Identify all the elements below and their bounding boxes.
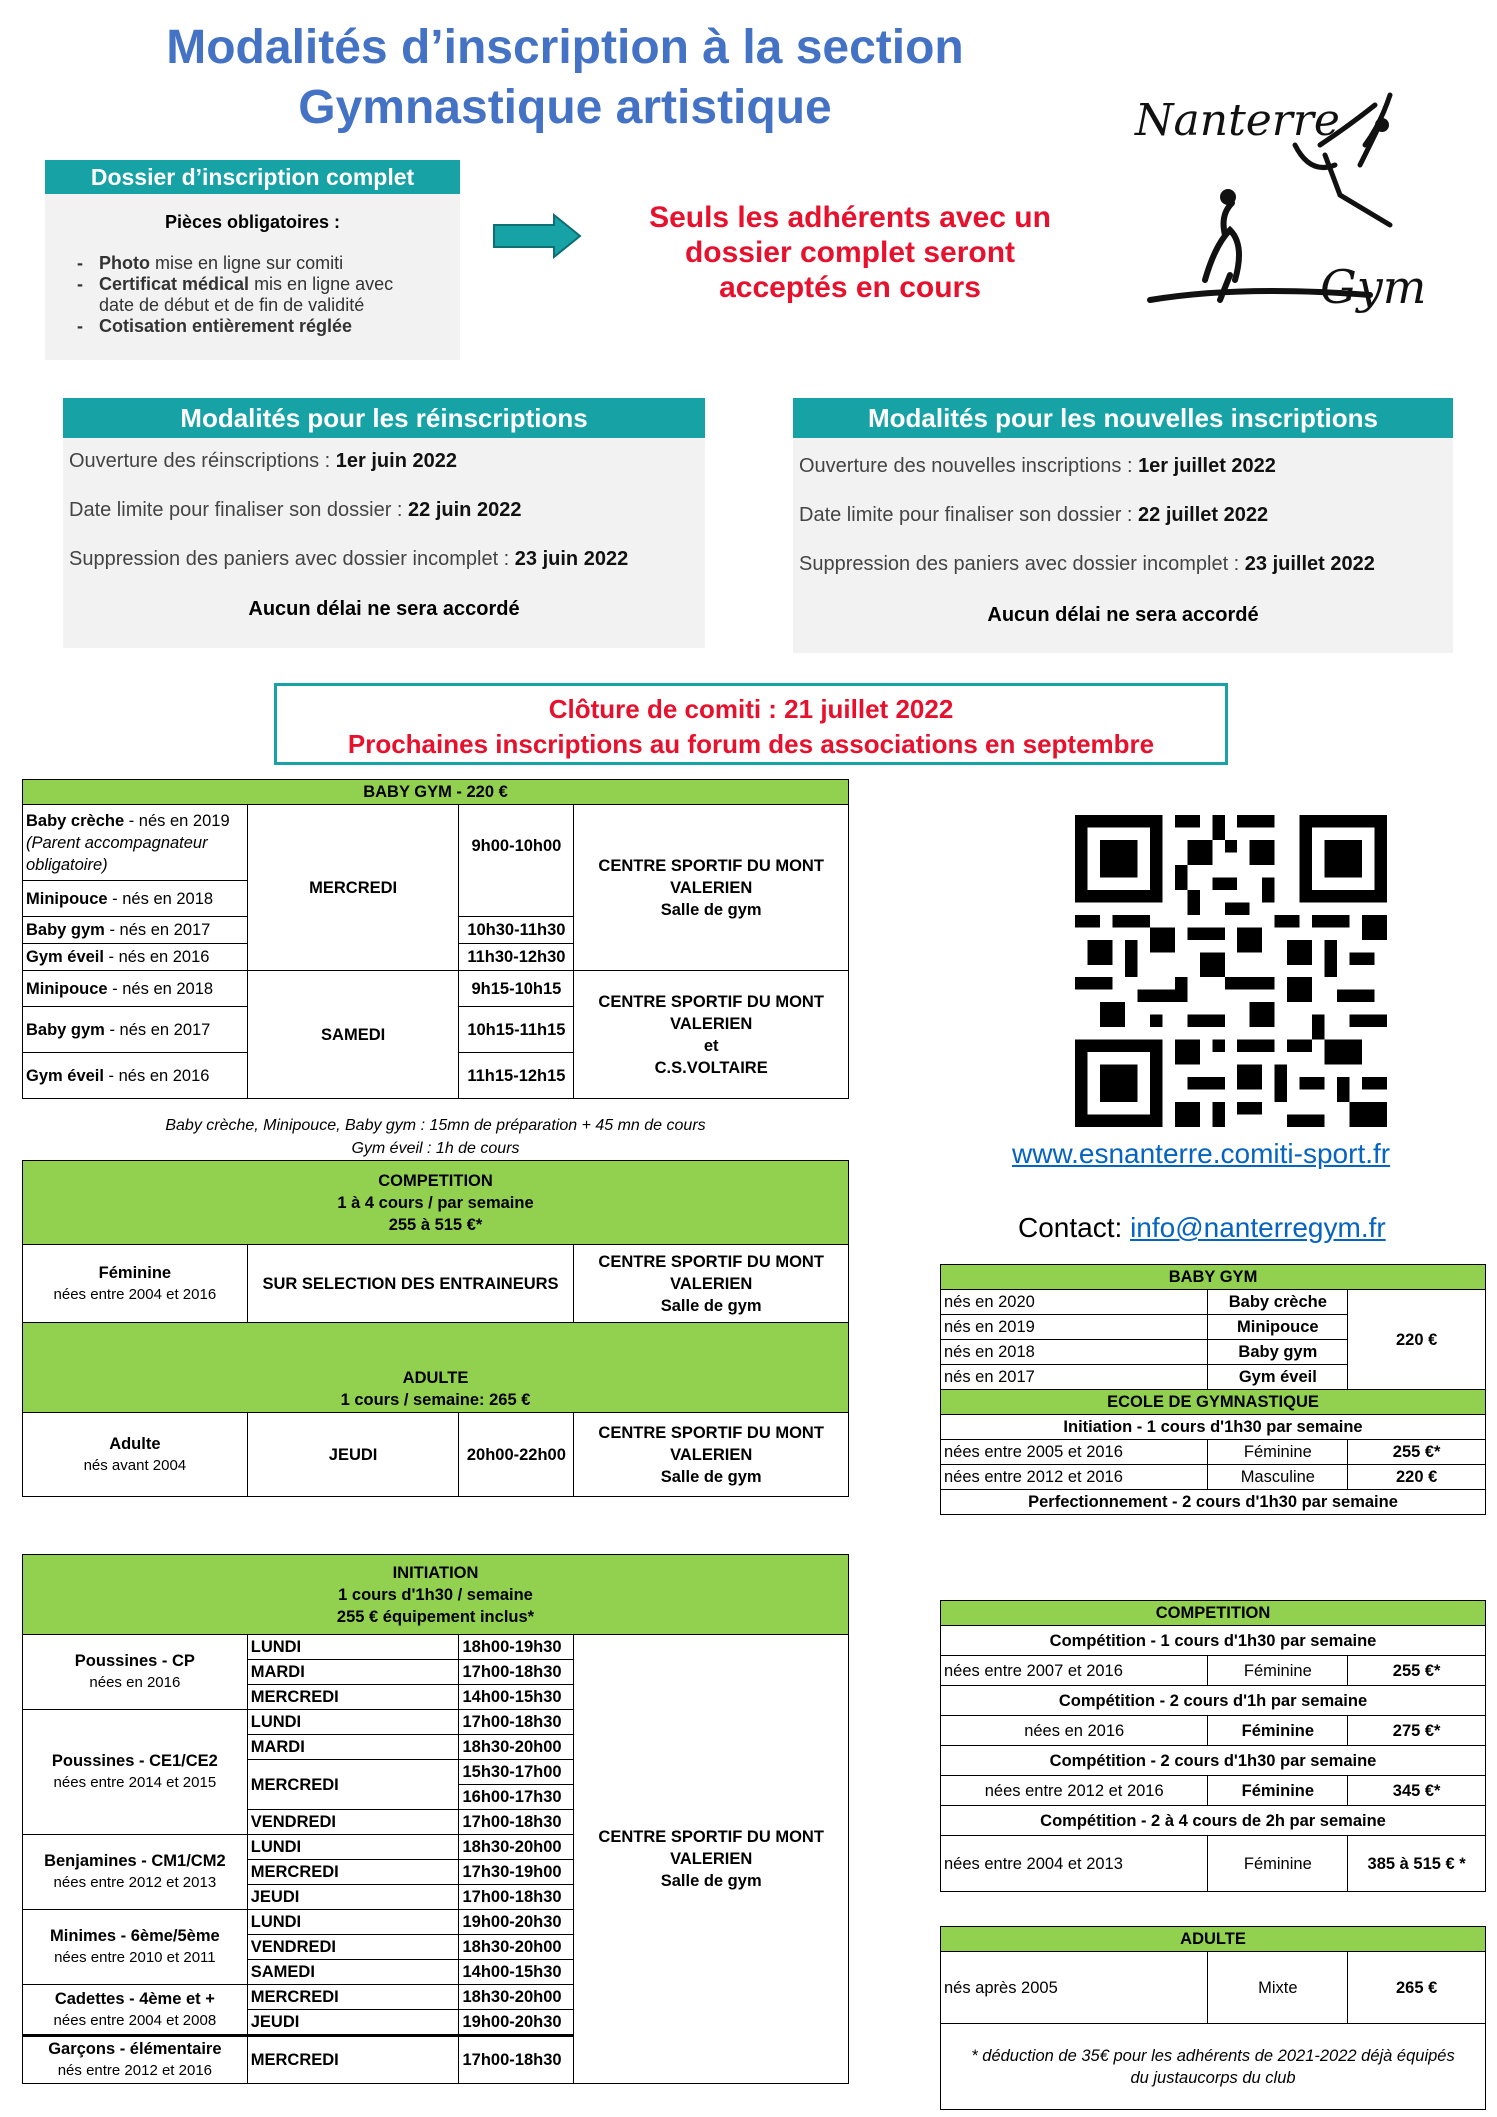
table-cell: 11h30-12h30 bbox=[459, 944, 574, 971]
table-header: ADULTE 1 cours / semaine: 265 € bbox=[23, 1323, 849, 1413]
table-cell: nées entre 2012 et 2016 bbox=[941, 1465, 1208, 1490]
table-cell: 255 €* bbox=[1348, 1440, 1486, 1465]
table-cell: Baby gym - nés en 2017 bbox=[23, 917, 248, 944]
table-cell: SAMEDI bbox=[247, 971, 459, 1099]
page-title: Modalités d’inscription à la section Gymnastique artistique bbox=[166, 21, 964, 134]
new-inscriptions-header: Modalités pour les nouvelles inscriptions bbox=[793, 398, 1453, 438]
table-cell: Minipouce - nés en 2018 bbox=[23, 881, 248, 917]
table-cell: 220 € bbox=[1348, 1290, 1486, 1390]
table-cell: nés en 2017 bbox=[941, 1365, 1208, 1390]
table-cell: MERCREDI bbox=[247, 1860, 459, 1885]
table-cell: Mixte bbox=[1208, 1952, 1348, 2024]
table-cell: LUNDI bbox=[247, 1910, 459, 1935]
table-cell: nées en 2016 bbox=[941, 1716, 1208, 1746]
table-cell: Masculine bbox=[1208, 1465, 1348, 1490]
nanterre-gym-logo: Nanterre Gym bbox=[1120, 85, 1450, 345]
table-cell: * déduction de 35€ pour les adhérents de 2021-2022 déjà équipés du justaucorps du club bbox=[941, 2024, 1486, 2110]
table-cell: nés en 2020 bbox=[941, 1290, 1208, 1315]
table-cell: Poussines - CE1/CE2 nées entre 2014 et 2015 bbox=[23, 1710, 248, 1835]
table-cell: 275 €* bbox=[1348, 1716, 1486, 1746]
table-cell: Compétition - 2 cours d'1h30 par semaine bbox=[941, 1746, 1486, 1776]
reinscriptions-deletion: Suppression des paniers avec dossier incomplet : 23 juin 2022 bbox=[69, 548, 629, 570]
table-cell: SAMEDI bbox=[247, 1960, 459, 1985]
table-cell: VENDREDI bbox=[247, 1810, 459, 1835]
table-cell: Minimes - 6ème/5ème nées entre 2010 et 2011 bbox=[23, 1910, 248, 1985]
new-deadline: Date limite pour finaliser son dossier : 22 juillet 2022 bbox=[799, 504, 1269, 526]
reinscriptions-no-delay: Aucun délai ne sera accordé bbox=[248, 598, 520, 620]
table-cell: Adulte nés avant 2004 bbox=[23, 1413, 248, 1497]
reinscriptions-panel bbox=[63, 398, 705, 648]
table-cell: 17h30-19h00 bbox=[459, 1860, 574, 1885]
table-cell: Compétition - 2 cours d'1h par semaine bbox=[941, 1686, 1486, 1716]
baby-gym-table bbox=[22, 779, 849, 1099]
table-cell: 9h15-10h15 bbox=[459, 971, 574, 1007]
reinscriptions-deadline: Date limite pour finaliser son dossier : 22 juin 2022 bbox=[69, 499, 522, 521]
table-cell: Perfectionnement - 2 cours d'1h30 par semaine bbox=[941, 1490, 1486, 1515]
table-cell: JEUDI bbox=[247, 1885, 459, 1910]
table-cell: 9h00-10h00 bbox=[459, 805, 574, 917]
table-cell: MERCREDI bbox=[247, 1760, 459, 1810]
table-cell: 18h30-20h00 bbox=[459, 1835, 574, 1860]
table-cell: 220 € bbox=[1348, 1465, 1486, 1490]
table-cell: VENDREDI bbox=[247, 1935, 459, 1960]
initiation-table bbox=[22, 1554, 849, 2084]
competition-adult-table bbox=[22, 1160, 849, 1497]
list-item: - Photo mise en ligne sur comiti bbox=[77, 253, 460, 274]
reinscriptions-header: Modalités pour les réinscriptions bbox=[63, 398, 705, 438]
arrow-right-icon bbox=[492, 213, 582, 259]
table-cell: Cadettes - 4ème et + nées entre 2004 et 2008 bbox=[23, 1985, 248, 2036]
table-cell: Benjamines - CM1/CM2 nées entre 2012 et 2013 bbox=[23, 1835, 248, 1910]
table-cell: 385 à 515 € * bbox=[1348, 1836, 1486, 1892]
table-header: BABY GYM bbox=[941, 1265, 1486, 1290]
table-cell: 17h00-18h30 bbox=[459, 1710, 574, 1735]
email-link[interactable]: info@nanterregym.fr bbox=[1130, 1212, 1386, 1243]
table-cell: 255 €* bbox=[1348, 1656, 1486, 1686]
right-competition-table bbox=[940, 1600, 1486, 1892]
table-cell: 11h15-12h15 bbox=[459, 1053, 574, 1099]
dossier-header: Dossier d’inscription complet bbox=[45, 160, 460, 194]
table-cell: MERCREDI bbox=[247, 1985, 459, 2010]
table-cell: MARDI bbox=[247, 1735, 459, 1760]
baby-note: Baby crèche, Minipouce, Baby gym : 15mn de préparation + 45 mn de cours Gym éveil : 1h de cours bbox=[165, 1117, 706, 1157]
table-cell: Minipouce bbox=[1208, 1315, 1348, 1340]
table-header: INITIATION 1 cours d'1h30 / semaine 255 € équipement inclus* bbox=[23, 1555, 849, 1635]
table-header: COMPETITION 1 à 4 cours / par semaine 255 à 515 €* bbox=[23, 1161, 849, 1245]
table-cell: 10h30-11h30 bbox=[459, 917, 574, 944]
reinscriptions-opening: Ouverture des réinscriptions : 1er juin 2022 bbox=[69, 450, 457, 472]
table-cell: Féminine bbox=[1208, 1776, 1348, 1806]
table-cell: LUNDI bbox=[247, 1710, 459, 1735]
table-cell: 16h00-17h30 bbox=[459, 1785, 574, 1810]
table-cell: Gym éveil bbox=[1208, 1365, 1348, 1390]
list-item-continuation: date de début et de fin de validité bbox=[99, 295, 365, 315]
complete-file-warning: Seuls les adhérents avec un dossier complet seront acceptés en cours bbox=[649, 201, 1051, 304]
table-cell: Féminine bbox=[1208, 1440, 1348, 1465]
table-cell: Féminine bbox=[1208, 1656, 1348, 1686]
table-cell: 17h00-18h30 bbox=[459, 1810, 574, 1835]
table-cell: Initiation - 1 cours d'1h30 par semaine bbox=[941, 1415, 1486, 1440]
table-cell: 18h30-20h00 bbox=[459, 1985, 574, 2010]
new-opening: Ouverture des nouvelles inscriptions : 1er juillet 2022 bbox=[799, 455, 1276, 477]
table-cell: MARDI bbox=[247, 1660, 459, 1685]
dossier-subtitle: Pièces obligatoires : bbox=[164, 212, 341, 232]
table-cell: Poussines - CP nées en 2016 bbox=[23, 1635, 248, 1710]
table-cell: 14h00-15h30 bbox=[459, 1960, 574, 1985]
table-cell: Féminine bbox=[1208, 1836, 1348, 1892]
table-cell: JEUDI bbox=[247, 1413, 459, 1497]
table-cell: 14h00-15h30 bbox=[459, 1685, 574, 1710]
table-cell: CENTRE SPORTIF DU MONT VALERIEN Salle de gym bbox=[574, 1635, 849, 2084]
table-cell: 19h00-20h30 bbox=[459, 1910, 574, 1935]
table-cell: 17h00-18h30 bbox=[459, 2036, 574, 2084]
table-cell: Gym éveil - nés en 2016 bbox=[23, 1053, 248, 1099]
table-cell: CENTRE SPORTIF DU MONT VALERIEN et C.S.VOLTAIRE bbox=[574, 971, 849, 1099]
table-cell: MERCREDI bbox=[247, 1685, 459, 1710]
new-deletion: Suppression des paniers avec dossier incomplet : 23 juillet 2022 bbox=[799, 553, 1375, 575]
table-cell: CENTRE SPORTIF DU MONT VALERIEN Salle de gym bbox=[574, 805, 849, 971]
table-cell: Féminine nées entre 2004 et 2016 bbox=[23, 1245, 248, 1323]
table-cell: 15h30-17h00 bbox=[459, 1760, 574, 1785]
table-cell: 345 €* bbox=[1348, 1776, 1486, 1806]
table-cell: Baby crèche bbox=[1208, 1290, 1348, 1315]
closure-banner: Clôture de comiti : 21 juillet 2022 Prochaines inscriptions au forum des associations en septembre bbox=[274, 683, 1228, 765]
table-header: COMPETITION bbox=[941, 1601, 1486, 1626]
table-cell: nés en 2018 bbox=[941, 1340, 1208, 1365]
dossier-panel bbox=[45, 160, 460, 360]
table-cell: Baby gym bbox=[1208, 1340, 1348, 1365]
right-baby-ecole-table bbox=[940, 1264, 1486, 1515]
contact: Contact: info@nanterregym.fr bbox=[1018, 1212, 1386, 1243]
table-cell: Baby gym - nés en 2017 bbox=[23, 1007, 248, 1053]
website-link[interactable]: www.esnanterre.comiti-sport.fr bbox=[1012, 1138, 1391, 1169]
table-cell: SUR SELECTION DES ENTRAINEURS bbox=[247, 1245, 574, 1323]
table-cell: MERCREDI bbox=[247, 805, 459, 971]
table-cell: Garçons - élémentaire nés entre 2012 et 2016 bbox=[23, 2036, 248, 2084]
table-cell: 265 € bbox=[1348, 1952, 1486, 2024]
qr-code bbox=[1075, 815, 1387, 1127]
table-cell: 20h00-22h00 bbox=[459, 1413, 574, 1497]
list-item: - Cotisation entièrement réglée bbox=[77, 316, 460, 337]
new-no-delay: Aucun délai ne sera accordé bbox=[987, 604, 1259, 626]
table-header: ADULTE bbox=[941, 1927, 1486, 1952]
table-cell: CENTRE SPORTIF DU MONT VALERIEN Salle de gym bbox=[574, 1413, 849, 1497]
table-header: BABY GYM - 220 € bbox=[23, 780, 849, 805]
table-cell: Compétition - 2 à 4 cours de 2h par semaine bbox=[941, 1806, 1486, 1836]
table-cell: Baby crèche - nés en 2019 (Parent accompagnateur obligatoire) bbox=[23, 805, 248, 881]
table-cell: CENTRE SPORTIF DU MONT VALERIEN Salle de gym bbox=[574, 1245, 849, 1323]
dossier-list bbox=[77, 253, 460, 337]
table-cell: nées entre 2004 et 2013 bbox=[941, 1836, 1208, 1892]
table-cell: Féminine bbox=[1208, 1716, 1348, 1746]
table-cell: nées entre 2012 et 2016 bbox=[941, 1776, 1208, 1806]
table-cell: 18h30-20h00 bbox=[459, 1935, 574, 1960]
table-cell: nés après 2005 bbox=[941, 1952, 1208, 2024]
table-cell: JEUDI bbox=[247, 2010, 459, 2036]
table-cell: 10h15-11h15 bbox=[459, 1007, 574, 1053]
right-adult-table bbox=[940, 1926, 1486, 2110]
table-cell: nées entre 2005 et 2016 bbox=[941, 1440, 1208, 1465]
table-cell: nées entre 2007 et 2016 bbox=[941, 1656, 1208, 1686]
list-item: - Certificat médical mis en ligne avec bbox=[77, 274, 460, 295]
table-cell: Compétition - 1 cours d'1h30 par semaine bbox=[941, 1626, 1486, 1656]
table-cell: 17h00-18h30 bbox=[459, 1885, 574, 1910]
table-cell: LUNDI bbox=[247, 1635, 459, 1660]
table-cell: LUNDI bbox=[247, 1835, 459, 1860]
new-inscriptions-panel bbox=[793, 398, 1453, 653]
table-cell: 18h30-20h00 bbox=[459, 1735, 574, 1760]
table-cell: MERCREDI bbox=[247, 2036, 459, 2084]
table-cell: 17h00-18h30 bbox=[459, 1660, 574, 1685]
table-cell: Gym éveil - nés en 2016 bbox=[23, 944, 248, 971]
table-cell: nés en 2019 bbox=[941, 1315, 1208, 1340]
table-cell: 18h00-19h30 bbox=[459, 1635, 574, 1660]
table-cell: Minipouce - nés en 2018 bbox=[23, 971, 248, 1007]
table-header: ECOLE DE GYMNASTIQUE bbox=[941, 1390, 1486, 1415]
table-cell: 19h00-20h30 bbox=[459, 2010, 574, 2036]
